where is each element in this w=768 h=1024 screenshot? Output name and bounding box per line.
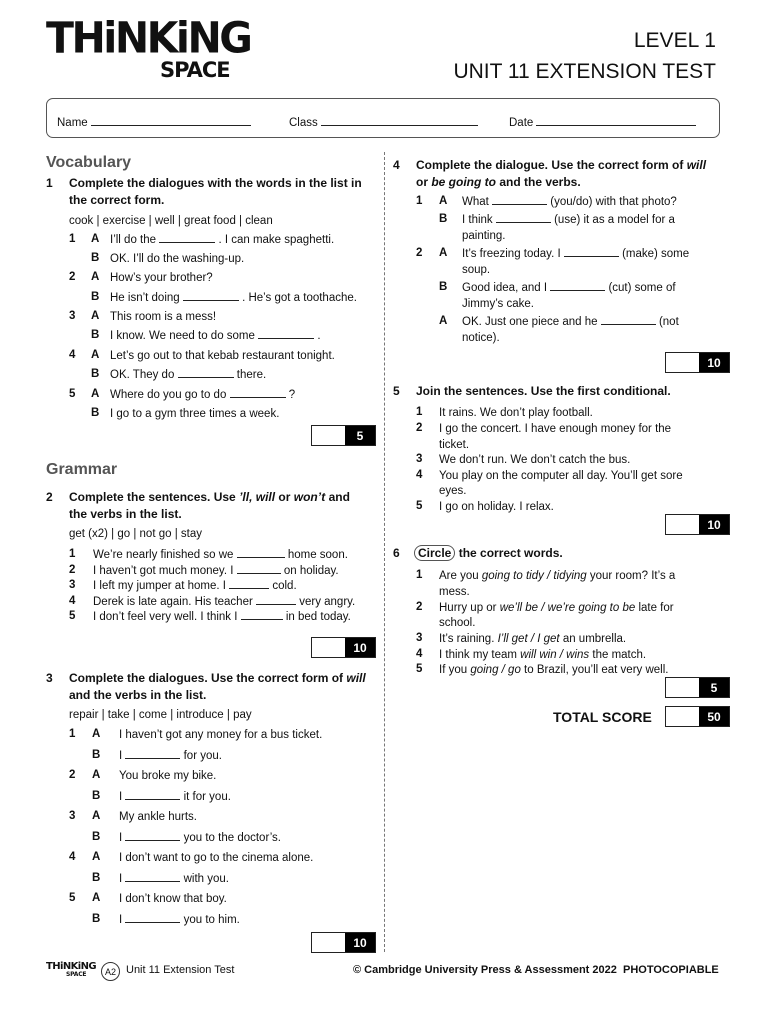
item-number: 2 bbox=[69, 769, 76, 781]
dialogue-line: I don’t know that boy. bbox=[119, 893, 227, 905]
item-number: 1 bbox=[416, 569, 423, 581]
option-choice[interactable]: we’ll be / we’re going to be bbox=[499, 601, 636, 614]
question-instruction: Complete the sentences. Use ’ll, will or won’t and the verbs in the list. bbox=[69, 490, 350, 521]
dialogue-line: Good idea, and I (cut) some of bbox=[462, 282, 676, 294]
word-list: repair | take | come | introduce | pay bbox=[69, 709, 252, 721]
item-number: 3 bbox=[416, 453, 423, 465]
speaker-a: A bbox=[91, 310, 100, 322]
answer-blank[interactable] bbox=[125, 831, 180, 841]
score-entry[interactable] bbox=[312, 638, 345, 657]
answer-blank[interactable] bbox=[159, 233, 215, 243]
sentence: We don’t run. We don’t catch the bus. bbox=[439, 454, 631, 466]
speaker-b: B bbox=[92, 831, 101, 843]
answer-blank[interactable] bbox=[564, 247, 619, 257]
question-instruction: Complete the dialogues with the words in the list in the correct form. bbox=[69, 176, 362, 207]
option-choice[interactable]: I’ll get / I get bbox=[497, 633, 560, 645]
sentence: We’re nearly finished so we home soon. bbox=[93, 549, 348, 561]
speaker-b: B bbox=[439, 213, 448, 225]
answer-blank[interactable] bbox=[601, 315, 656, 325]
total-score-label: TOTAL SCORE bbox=[553, 709, 652, 725]
speaker-a: A bbox=[91, 271, 100, 283]
score-entry[interactable] bbox=[666, 707, 699, 726]
footer-logo: THiNKiNG SPACE bbox=[46, 961, 96, 978]
answer-blank[interactable] bbox=[258, 329, 314, 339]
sentence: I go on holiday. I relax. bbox=[439, 500, 554, 513]
score-entry[interactable] bbox=[312, 933, 345, 952]
dialogue-line: I think (use) it as a model for a bbox=[462, 214, 675, 226]
dialogue-line: I know. We need to do some . bbox=[110, 330, 321, 342]
speaker-a: A bbox=[439, 247, 448, 259]
item-number: 3 bbox=[69, 579, 76, 591]
dialogue-line-cont: painting. bbox=[462, 230, 506, 242]
answer-blank[interactable] bbox=[183, 291, 239, 301]
speaker-a: A bbox=[91, 349, 100, 361]
speaker-a: A bbox=[92, 728, 101, 740]
item-number: 2 bbox=[69, 563, 76, 576]
dialogue-line: I’ll do the . I can make spaghetti. bbox=[110, 234, 335, 246]
score-max: 5 bbox=[699, 678, 729, 697]
question-number: 1 bbox=[46, 176, 53, 190]
speaker-b: B bbox=[92, 872, 101, 884]
logo: THiNKiNG bbox=[46, 12, 251, 64]
score-entry[interactable] bbox=[666, 353, 699, 372]
dialogue-line: What (you/do) with that photo? bbox=[462, 196, 677, 208]
sentence: I haven’t got much money. I on holiday. bbox=[93, 564, 339, 577]
dialogue-line: My ankle hurts. bbox=[119, 811, 197, 823]
item-number: 3 bbox=[416, 632, 423, 644]
score-entry[interactable] bbox=[666, 515, 699, 534]
item-number: 2 bbox=[69, 271, 76, 283]
answer-blank[interactable] bbox=[229, 579, 269, 589]
item-number: 1 bbox=[69, 548, 76, 560]
word-list: cook | exercise | well | great food | clean bbox=[69, 215, 273, 227]
speaker-a: A bbox=[92, 810, 101, 822]
dialogue-line: OK. Just one piece and he (not bbox=[462, 316, 679, 328]
score-box bbox=[311, 637, 376, 658]
score-max: 50 bbox=[699, 707, 729, 726]
answer-blank[interactable] bbox=[492, 195, 547, 205]
dialogue-line: You broke my bike. bbox=[119, 770, 217, 782]
speaker-b: B bbox=[91, 252, 100, 264]
sentence: It’s raining. I’ll get / I get an umbrella. bbox=[439, 633, 627, 645]
score-box bbox=[665, 352, 730, 373]
dialogue-line: How’s your brother? bbox=[110, 272, 213, 284]
speaker-a: A bbox=[92, 892, 101, 904]
dialogue-line: OK. They do there. bbox=[110, 369, 267, 381]
speaker-b: B bbox=[91, 291, 100, 303]
score-box bbox=[311, 932, 376, 953]
item-number: 5 bbox=[416, 499, 423, 512]
item-number: 1 bbox=[416, 195, 423, 207]
speaker-b: B bbox=[92, 913, 101, 925]
item-number: 4 bbox=[416, 468, 423, 481]
sentence-cont: eyes. bbox=[439, 485, 467, 497]
dialogue-line-cont: soup. bbox=[462, 264, 491, 276]
speaker-b: B bbox=[91, 407, 100, 419]
speaker-a: A bbox=[92, 851, 101, 863]
dialogue-line: I you to him. bbox=[119, 914, 240, 926]
vocabulary-heading: Vocabulary bbox=[46, 154, 132, 171]
item-number: 4 bbox=[69, 349, 76, 361]
option-choice[interactable]: going / go bbox=[470, 664, 521, 676]
option-choice[interactable]: will win / wins bbox=[520, 648, 590, 661]
answer-blank[interactable] bbox=[125, 872, 180, 882]
sentence: Derek is late again. His teacher very angry. bbox=[93, 595, 356, 608]
answer-blank[interactable] bbox=[256, 595, 296, 605]
score-max: 10 bbox=[345, 933, 375, 952]
item-number: 5 bbox=[69, 610, 76, 622]
sentence-cont: ticket. bbox=[439, 438, 470, 451]
item-number: 5 bbox=[69, 892, 76, 904]
question-instruction: Complete the dialogues. Use the correct form of will and the verbs in the list. bbox=[69, 671, 366, 702]
question-number: 5 bbox=[393, 384, 400, 398]
student-info-box bbox=[46, 98, 720, 138]
answer-blank[interactable] bbox=[241, 610, 283, 620]
dialogue-line: Let’s go out to that kebab restaurant tonight. bbox=[110, 350, 335, 362]
item-number: 4 bbox=[69, 594, 76, 607]
question-number: 4 bbox=[393, 158, 400, 172]
unit-title: UNIT 11 EXTENSION TEST bbox=[453, 60, 716, 83]
sentence: If you going / go to Brazil, you’ll eat very well. bbox=[439, 664, 669, 676]
answer-blank[interactable] bbox=[125, 749, 180, 759]
item-number: 2 bbox=[416, 422, 423, 434]
answer-blank[interactable] bbox=[237, 564, 281, 574]
dialogue-line: I for you. bbox=[119, 750, 222, 762]
column-divider bbox=[384, 152, 385, 952]
sentence: I go the concert. I have enough money for the bbox=[439, 423, 672, 435]
dialogue-line: This room is a mess! bbox=[110, 311, 217, 323]
speaker-a: A bbox=[439, 195, 448, 207]
item-number: 4 bbox=[416, 647, 423, 660]
dialogue-line: I you to the doctor’s. bbox=[119, 832, 281, 844]
dialogue-line-cont: notice). bbox=[462, 332, 500, 344]
speaker-a: A bbox=[92, 769, 101, 781]
question-instruction: Circle the correct words. bbox=[414, 545, 724, 562]
level-badge: A2 bbox=[101, 962, 120, 981]
dialogue-line: He isn’t doing . He’s got a toothache. bbox=[110, 292, 357, 304]
answer-blank[interactable] bbox=[125, 790, 180, 800]
item-number: 1 bbox=[69, 728, 76, 740]
speaker-b: B bbox=[91, 368, 100, 380]
dialogue-line: I haven’t got any money for a bus ticket. bbox=[119, 729, 323, 741]
dialogue-line: I with you. bbox=[119, 873, 229, 885]
dialogue-line: I go to a gym three times a week. bbox=[110, 408, 280, 420]
answer-blank[interactable] bbox=[550, 281, 605, 291]
score-box bbox=[665, 677, 730, 698]
sentence-cont: school. bbox=[439, 617, 476, 629]
footer-title: Unit 11 Extension Test bbox=[126, 964, 235, 976]
option-choice[interactable]: going to tidy / tidying bbox=[481, 570, 587, 582]
score-entry[interactable] bbox=[312, 426, 345, 445]
dialogue-line: I don’t want to go to the cinema alone. bbox=[119, 852, 314, 864]
answer-blank[interactable] bbox=[237, 548, 285, 558]
item-number: 5 bbox=[416, 663, 423, 675]
speaker-b: B bbox=[92, 790, 101, 802]
total-score-box bbox=[665, 706, 730, 727]
class-field[interactable]: Class bbox=[289, 115, 478, 129]
name-field[interactable]: Name bbox=[57, 115, 251, 129]
level-title: LEVEL 1 bbox=[633, 29, 716, 52]
score-max: 10 bbox=[699, 515, 729, 534]
word-list: get (x2) | go | not go | stay bbox=[69, 528, 202, 540]
grammar-heading: Grammar bbox=[46, 461, 118, 478]
dialogue-line: OK. I’ll do the washing-up. bbox=[110, 253, 245, 265]
speaker-a: A bbox=[91, 388, 100, 400]
speaker-b: B bbox=[92, 749, 101, 761]
sentence: Are you going to tidy / tidying your room? It’s a bbox=[439, 570, 676, 582]
answer-blank[interactable] bbox=[125, 913, 180, 923]
question-number: 2 bbox=[46, 490, 53, 504]
question-instruction: Join the sentences. Use the first conditional. bbox=[416, 384, 671, 398]
sentence: I left my jumper at home. I cold. bbox=[93, 580, 297, 592]
speaker-a: A bbox=[439, 315, 448, 327]
item-number: 1 bbox=[416, 406, 423, 418]
item-number: 2 bbox=[416, 247, 423, 259]
sentence: You play on the computer all day. You’ll get sore bbox=[439, 469, 683, 482]
logo-subtitle: SPACE bbox=[160, 58, 230, 82]
question-number: 6 bbox=[393, 546, 400, 560]
speaker-b: B bbox=[91, 329, 100, 341]
answer-blank[interactable] bbox=[178, 368, 234, 378]
sentence: I don’t feel very well. I think I in bed today. bbox=[93, 611, 351, 623]
speaker-a: A bbox=[91, 233, 100, 245]
sentence: I think my team will win / wins the match. bbox=[439, 648, 647, 661]
footer-copyright: © Cambridge University Press & Assessment 2022 PHOTOCOPIABLE bbox=[353, 964, 719, 976]
item-number: 3 bbox=[69, 810, 76, 822]
item-number: 2 bbox=[416, 600, 423, 613]
score-box bbox=[311, 425, 376, 446]
score-max: 10 bbox=[345, 638, 375, 657]
question-number: 3 bbox=[46, 671, 53, 685]
item-number: 3 bbox=[69, 310, 76, 322]
item-number: 1 bbox=[69, 233, 76, 245]
speaker-b: B bbox=[439, 281, 448, 293]
dialogue-line: Where do you go to do ? bbox=[110, 389, 296, 401]
question-instruction: Complete the dialogue. Use the correct form of will or be going to and the verbs. bbox=[416, 158, 707, 189]
date-field[interactable]: Date bbox=[509, 115, 696, 129]
sentence: It rains. We don’t play football. bbox=[439, 407, 593, 419]
answer-blank[interactable] bbox=[496, 213, 551, 223]
score-max: 10 bbox=[699, 353, 729, 372]
dialogue-line: It’s freezing today. I (make) some bbox=[462, 248, 690, 260]
item-number: 4 bbox=[69, 851, 76, 863]
circle-keyword: Circle bbox=[414, 545, 455, 561]
score-entry[interactable] bbox=[666, 678, 699, 697]
score-max: 5 bbox=[345, 426, 375, 445]
sentence-cont: mess. bbox=[439, 585, 470, 598]
dialogue-line-cont: Jimmy’s cake. bbox=[462, 298, 534, 310]
dialogue-line: I it for you. bbox=[119, 791, 231, 803]
item-number: 5 bbox=[69, 388, 76, 400]
answer-blank[interactable] bbox=[230, 388, 286, 398]
sentence: Hurry up or we’ll be / we’re going to be late for bbox=[439, 601, 674, 614]
score-box bbox=[665, 514, 730, 535]
